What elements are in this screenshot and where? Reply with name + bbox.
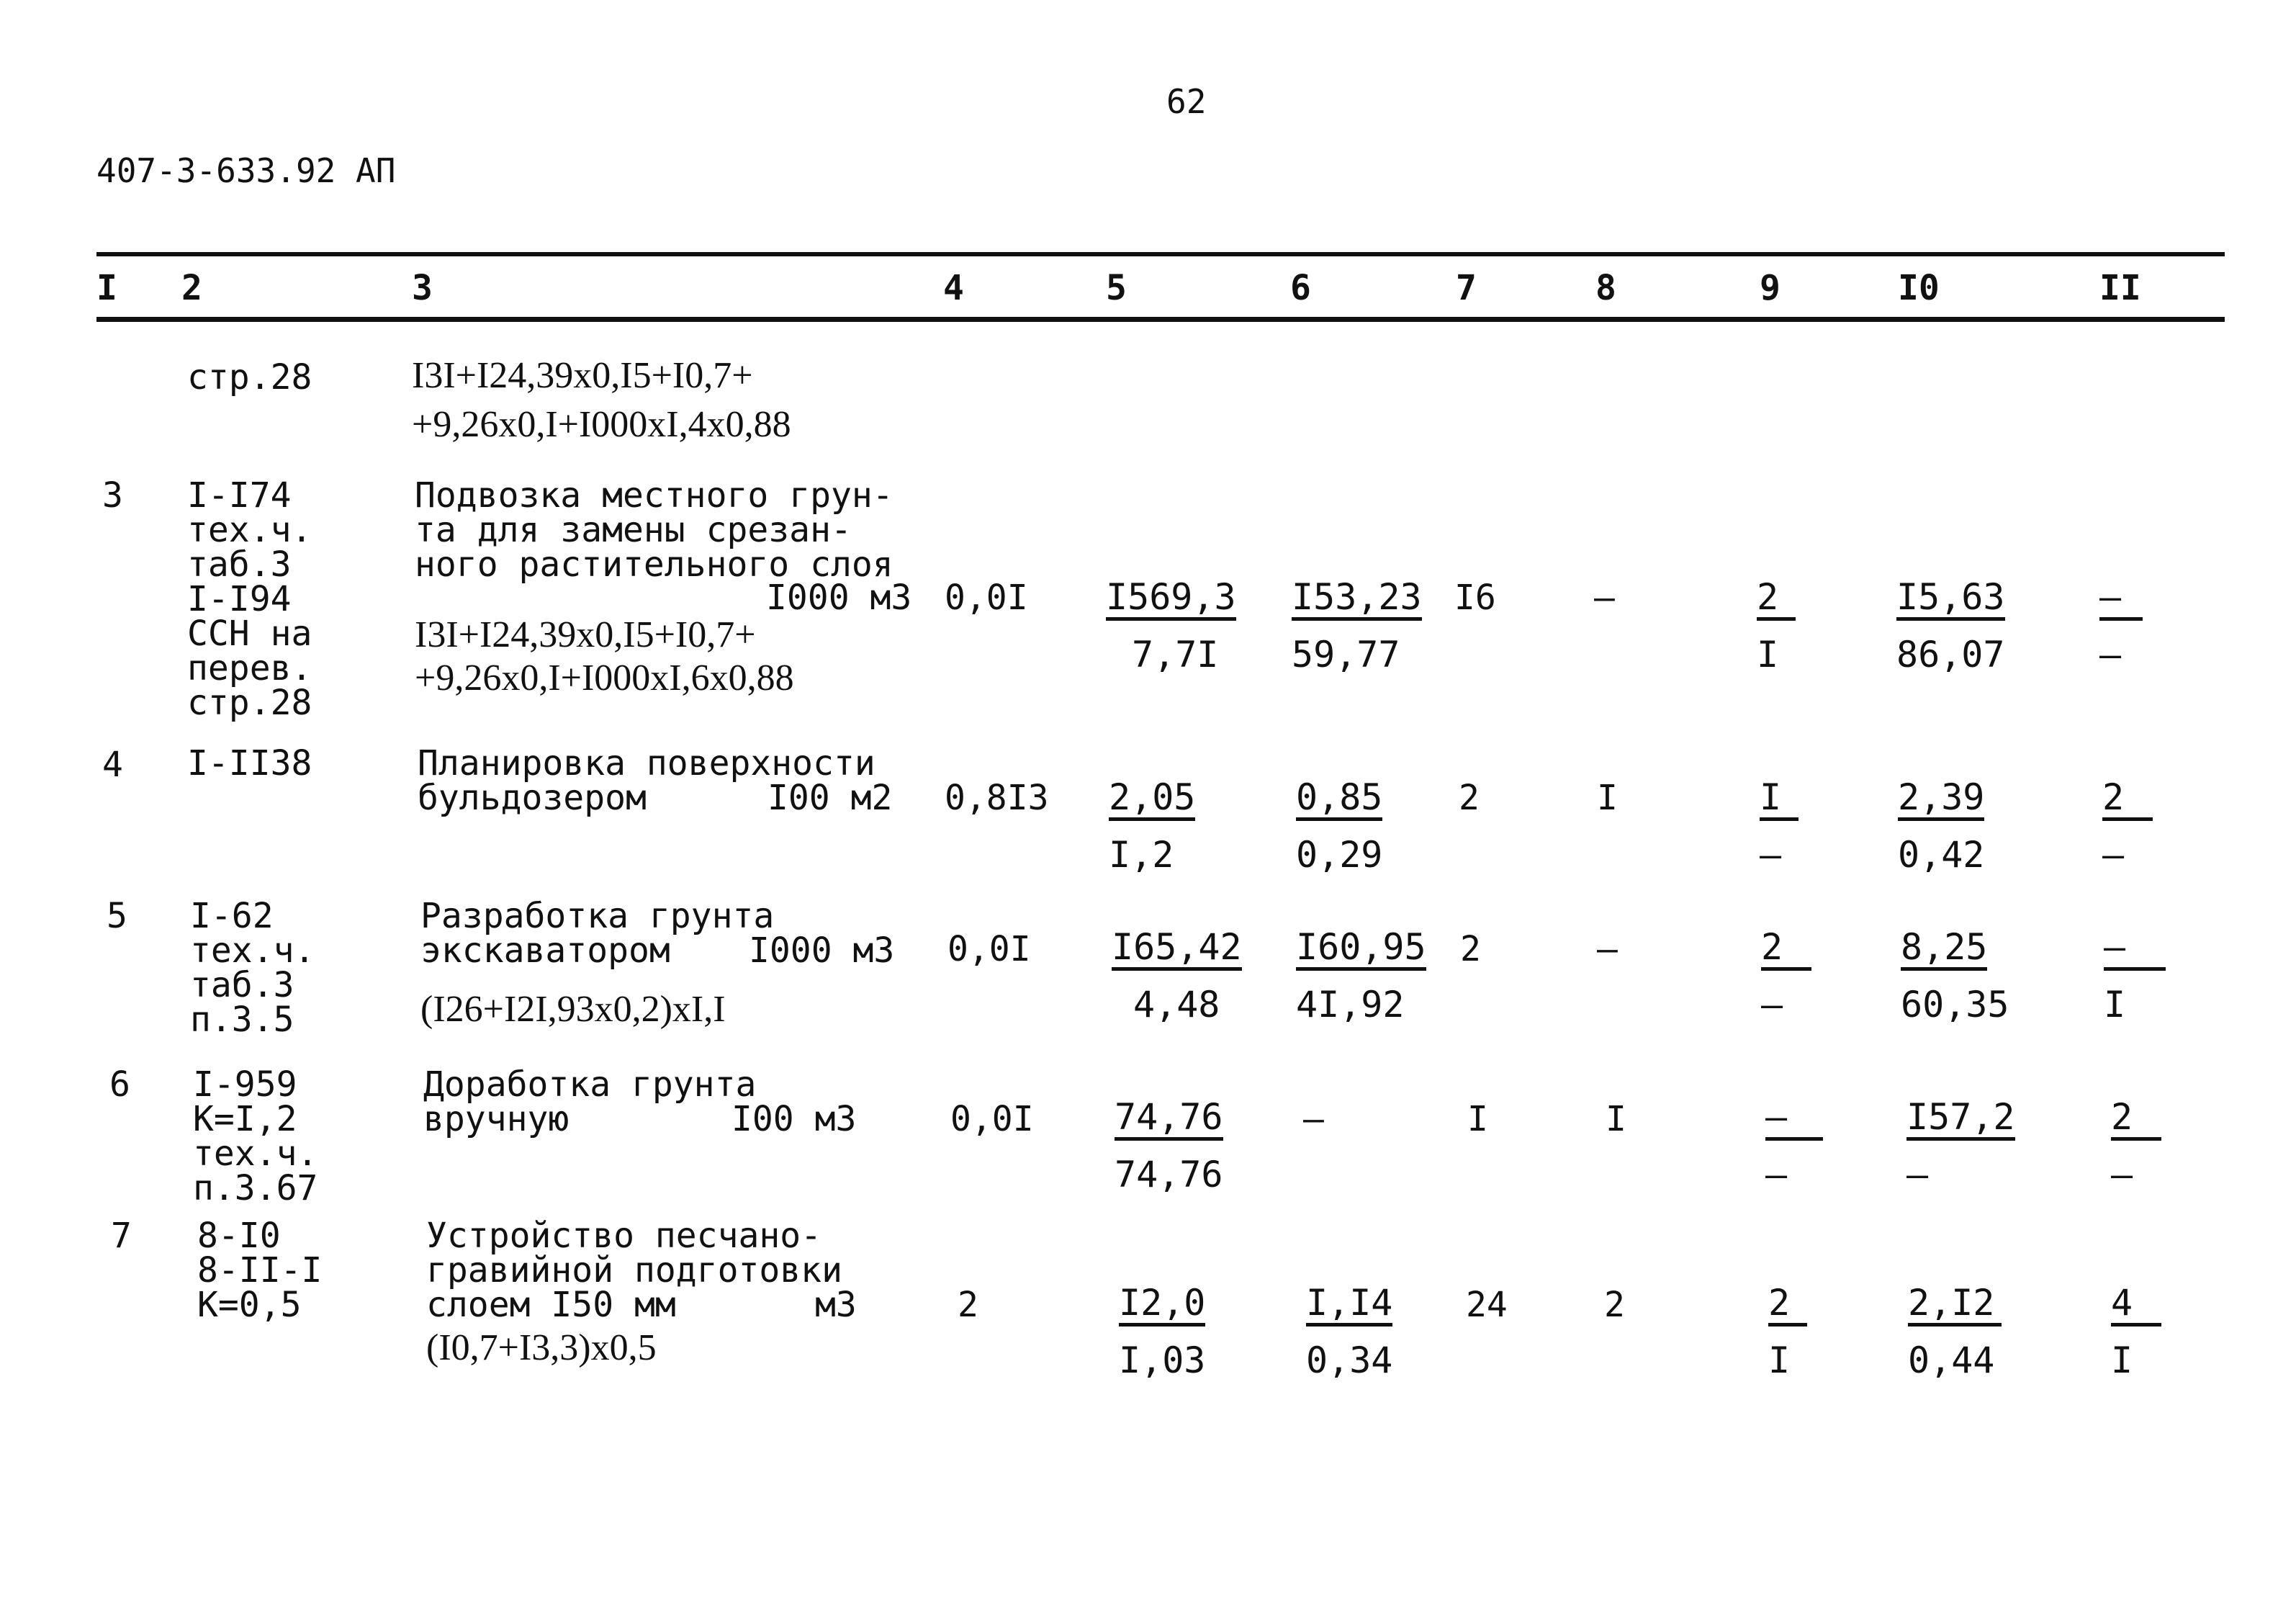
row-quantity: 2 [958, 1285, 978, 1325]
row-code-line: таб.3 [187, 544, 292, 585]
row-code-line: стр.28 [187, 683, 312, 723]
row-quantity: 0,0I [945, 578, 1028, 618]
row-code-line: п.3.67 [193, 1168, 318, 1208]
col9-fraction: 2 I [1757, 579, 1796, 673]
col5-fraction: I65,42 4,48 [1112, 926, 1242, 1025]
col9-fraction: – – [1765, 1099, 1823, 1193]
col9-fraction: 2 I [1768, 1285, 1807, 1378]
col8-value: – [1594, 578, 1615, 618]
row-code-line: К=I,2 [193, 1099, 297, 1139]
column-header-2: 2 [181, 268, 202, 308]
column-header-9: 9 [1760, 268, 1780, 308]
page-number: 62 [1166, 82, 1207, 121]
row-work-line: та для замены срезан- [415, 510, 852, 550]
col8-value: – [1597, 929, 1618, 969]
col11-fraction: – – [2099, 579, 2143, 673]
row-code-line: I-II38 [187, 743, 312, 784]
col11-fraction: 2 – [2111, 1099, 2161, 1193]
row-code-line: I-I74 [187, 475, 292, 516]
row-work-line: Устройство песчано- [426, 1216, 822, 1256]
row-unit: м3 [815, 1285, 857, 1325]
row-code-line: I-62 [190, 896, 274, 936]
row-number: 5 [107, 896, 127, 936]
col6-fraction: I53,23 59,77 [1292, 576, 1422, 675]
col7-value: I6 [1454, 578, 1496, 618]
row-work-line: Планировка поверхности [418, 743, 875, 784]
row-quantity: 0,8I3 [945, 778, 1049, 818]
column-header-7: 7 [1456, 268, 1477, 308]
col7-value: I [1467, 1099, 1488, 1139]
row-work-line: вручную [423, 1099, 570, 1139]
column-header-1: I [96, 268, 117, 308]
col5-fraction: I569,3 7,7I [1106, 576, 1236, 675]
row-quantity: 0,0I [947, 929, 1031, 969]
col10-fraction: 2,39 0,42 [1898, 776, 1985, 876]
row-work-line: Разработка грунта [420, 896, 775, 936]
row-work-line: экскаватором [420, 930, 670, 971]
row-formula-line: +9,26x0,I+I000xI,6x0,88 [415, 657, 794, 699]
col7-value: 2 [1460, 929, 1481, 969]
row-code-line: п.3.5 [190, 1000, 294, 1040]
row-code-line: 8-II-I [197, 1250, 323, 1290]
col5-fraction: 74,76 74,76 [1115, 1096, 1223, 1195]
col11-fraction: 4 I [2111, 1285, 2161, 1378]
col6-fraction: I,I4 0,34 [1306, 1282, 1393, 1381]
col5-fraction: I2,0 I,03 [1119, 1282, 1206, 1381]
row-number: 3 [102, 475, 123, 516]
row-number: 4 [102, 745, 123, 785]
row-work-line: ного растительного слоя [415, 544, 893, 585]
col6-fraction: I60,95 4I,92 [1296, 926, 1426, 1025]
row-quantity: 0,0I [950, 1099, 1034, 1139]
col5-fraction: 2,05 I,2 [1109, 776, 1196, 876]
col11-fraction: 2 – [2102, 779, 2153, 873]
row-work-line: слоем I50 мм [426, 1285, 676, 1325]
col8-value: I [1606, 1099, 1626, 1139]
row-code-line: 8-I0 [197, 1216, 281, 1256]
col6-value: – [1303, 1099, 1324, 1139]
row-unit: I00 м2 [767, 778, 893, 818]
row-code-line: стр.28 [187, 357, 312, 398]
row-code-line: тех.ч. [193, 1134, 318, 1174]
row-work-line: Доработка грунта [423, 1064, 757, 1105]
header-bottom-rule [96, 317, 2225, 322]
row-code-line: К=0,5 [197, 1285, 302, 1325]
row-code-line: тех.ч. [187, 510, 312, 550]
row-formula-line: (I26+I2I,93x0,2)xI,I [420, 989, 726, 1030]
column-header-10: I0 [1898, 268, 1940, 308]
col6-fraction: 0,85 0,29 [1296, 776, 1383, 876]
col9-fraction: 2 – [1761, 929, 1811, 1023]
col10-fraction: 2,I2 0,44 [1908, 1285, 2002, 1378]
row-number: 7 [111, 1216, 132, 1256]
row-formula-line: I3I+I24,39x0,I5+I0,7+ [412, 355, 753, 396]
column-header-4: 4 [943, 268, 964, 308]
col10-fraction: I57,2 – [1906, 1096, 2015, 1195]
col8-value: I [1597, 778, 1618, 818]
row-work-line: бульдозером [418, 778, 647, 818]
col8-value: 2 [1604, 1285, 1625, 1325]
row-code-line: тех.ч. [190, 930, 315, 971]
table-top-rule [96, 252, 2225, 256]
row-formula-line: I3I+I24,39x0,I5+I0,7+ [415, 614, 756, 655]
column-header-5: 5 [1106, 268, 1127, 308]
row-formula-line: (I0,7+I3,3)x0,5 [426, 1327, 657, 1368]
row-unit: I000 м3 [766, 578, 912, 618]
col7-value: 24 [1466, 1285, 1508, 1325]
row-code-line: таб.3 [190, 965, 294, 1005]
row-number: 6 [109, 1064, 130, 1105]
document-code: 407-3-633.92 АП [96, 151, 396, 190]
column-header-11: II [2099, 268, 2141, 308]
col7-value: 2 [1459, 778, 1480, 818]
row-work-line: гравийной подготовки [426, 1250, 842, 1290]
column-header-3: 3 [412, 268, 433, 308]
row-formula-line: +9,26x0,I+I000xI,4x0,88 [412, 404, 791, 445]
col11-fraction: – I [2104, 929, 2166, 1023]
row-code-line: ССН на [187, 614, 312, 654]
col9-fraction: I – [1760, 779, 1798, 873]
row-code-line: перев. [187, 648, 312, 688]
col10-fraction: I5,63 86,07 [1896, 576, 2005, 675]
row-code-line: I-959 [193, 1064, 297, 1105]
column-header-8: 8 [1595, 268, 1616, 308]
row-code-line: I-I94 [187, 579, 292, 619]
row-unit: I00 м3 [731, 1099, 857, 1139]
row-work-line: Подвозка местного грун- [415, 475, 893, 516]
col10-fraction: 8,25 60,35 [1901, 926, 2009, 1025]
row-unit: I000 м3 [749, 930, 895, 971]
column-header-6: 6 [1290, 268, 1311, 308]
